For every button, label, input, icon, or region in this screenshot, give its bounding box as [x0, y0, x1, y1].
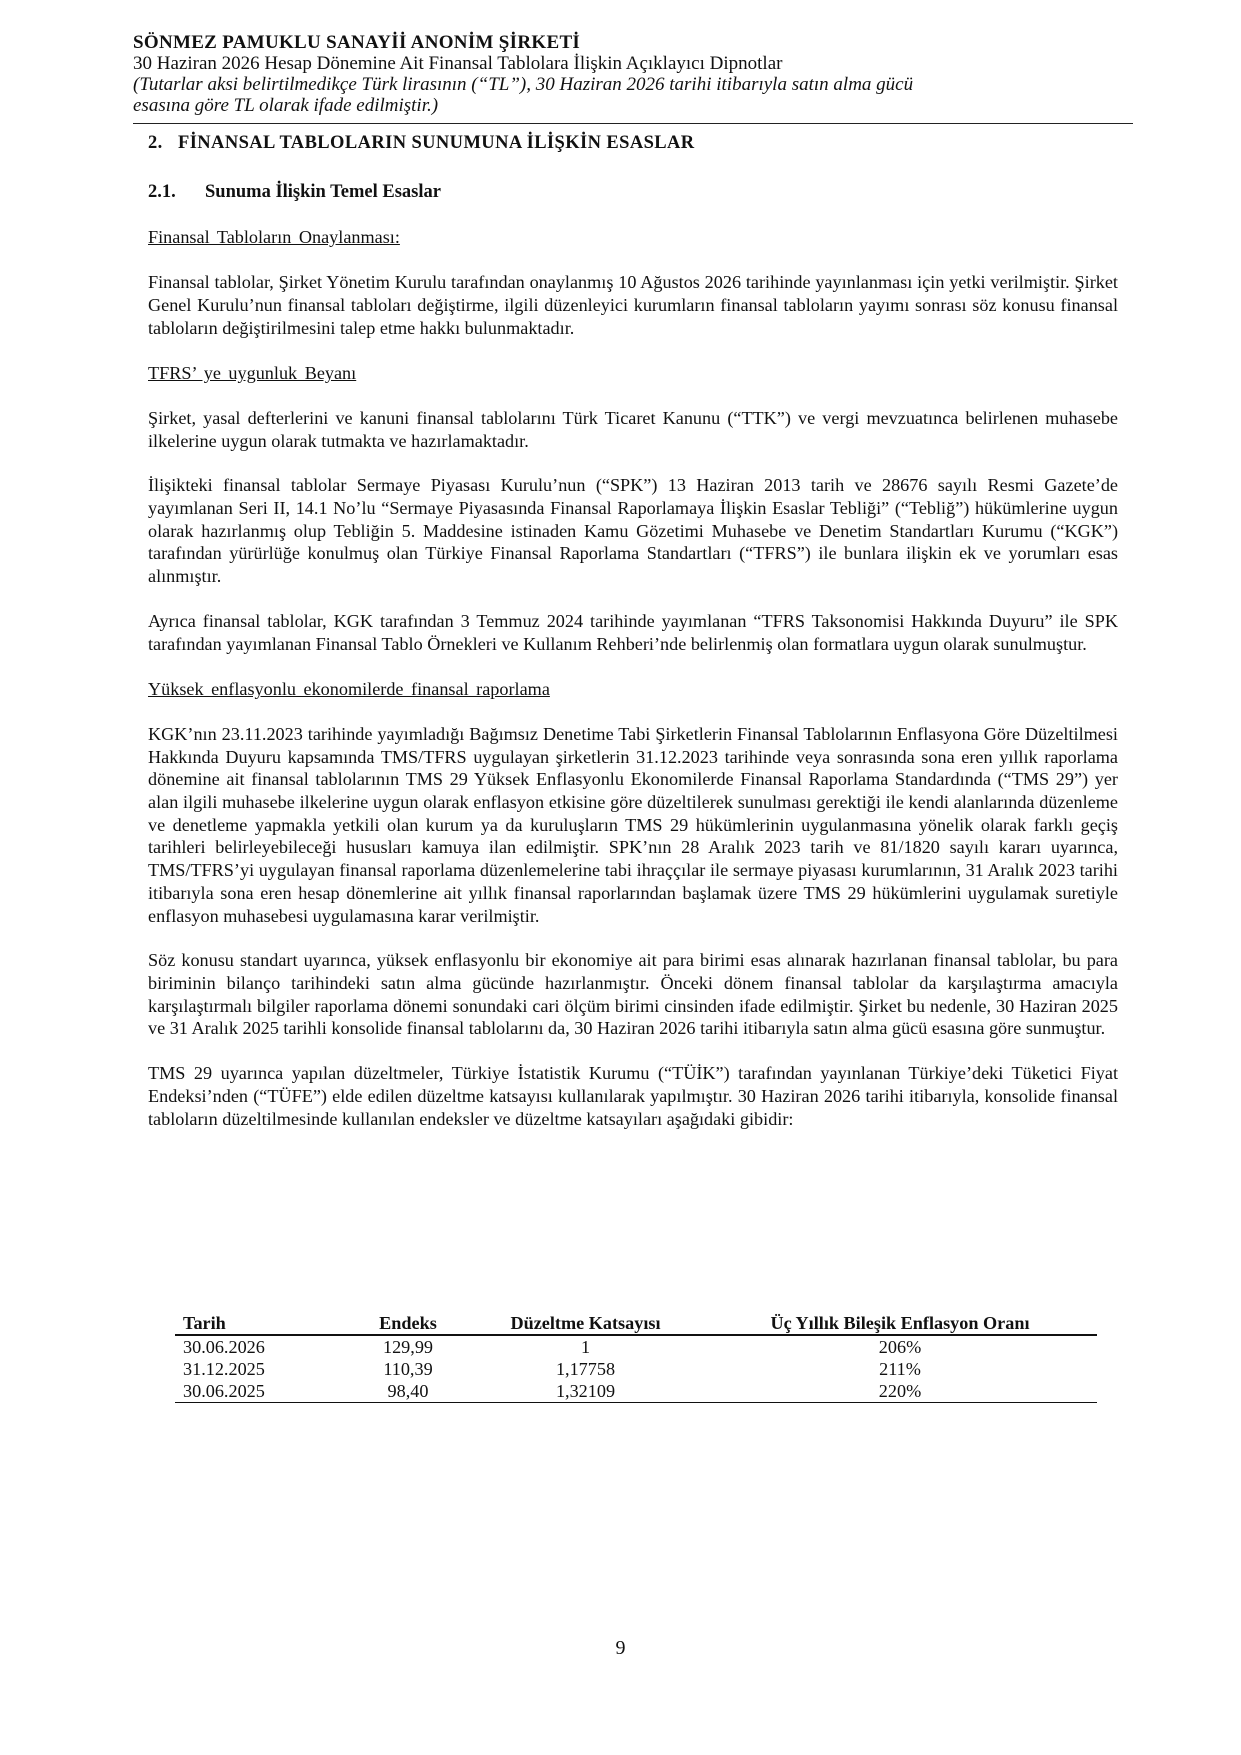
tfrs-heading: TFRS’ ye uygunluk Beyanı — [148, 363, 357, 384]
table-row — [175, 1380, 1097, 1403]
table-row — [175, 1358, 1097, 1380]
section-title: FİNANSAL TABLOLARIN SUNUMUNA İLİŞKİN ESASLAR — [178, 133, 695, 153]
column-header-inflation-rate: Üç Yıllık Bileşik Enflasyon Oranı — [703, 1312, 1097, 1335]
cell-index: 98,40 — [348, 1380, 468, 1403]
subsection-heading — [148, 181, 1118, 204]
header-divider — [133, 123, 1133, 124]
cell-index: 110,39 — [383, 1359, 433, 1379]
cell-inflation-rate: 220% — [703, 1380, 1097, 1403]
cell-coefficient: 1 — [580, 1337, 591, 1357]
header-subtitle: 30 Haziran 2026 Hesap Dönemine Ait Finansal Tablolara İlişkin Açıklayıcı Dipnotlar — [133, 53, 783, 74]
approval-heading: Finansal Tabloların Onaylanması: — [148, 227, 400, 248]
section-number: 2. — [148, 133, 163, 153]
cell-inflation-rate: 211% — [879, 1359, 921, 1379]
inflation-paragraph-1: KGK’nın 23.11.2023 tarihinde yayımladığı Bağımsız Denetime Tabi Şirketlerin Finansal Tablolarının Enflasyona Göre Düzeltilmesi Hakkında Duyuru kapsamında TMS/TFRS uygulayan şirketlerin 31.12.2023 tarihinde veya sonrasında sona eren yıllık raporlama dönemine ait finansal tablolarının TMS 29 Yüksek Enflasyonlu Ekonomilerde Finansal Raporlama Standardında (“TMS 29”) yer alan ilgili muhasebe ilkelerine uygun olarak enflasyon etkisine göre düzeltilerek sunulması gerektiği ile kendi alanlarında düzenleme ve denetleme yapmakla yetkili olan kurum ya da kuruluşların TMS 29 hükümlerinin uygulanmasına yönelik olarak farklı geçiş tarihleri belirleyebileceği hususları kamuya ilan edilmiştir. SPK’nın 28 Aralık 2023 tarih ve 81/1820 sayılı kararı uyarınca, TMS/TFRS’yi uygulayan finansal raporlama düzenlemelerine tabi ihraççılar ile sermaye piyasası kurumlarının, 31 Aralık 2023 tarihi itibarıyla sona eren hesap dönemlerine ait yıllık finansal raporlarından başlamak üzere TMS 29 hükümlerini uygulamak suretiyle enflasyon muhasebesi uygulamasına karar verilmiştir. — [148, 723, 1118, 926]
cell-coefficient: 1,32109 — [468, 1380, 703, 1403]
company-name: SÖNMEZ PAMUKLU SANAYİİ ANONİM ŞİRKETİ — [133, 32, 581, 53]
table-header-row — [175, 1312, 1097, 1335]
table-row — [175, 1335, 1097, 1358]
inflation-paragraph-3: TMS 29 uyarınca yapılan düzeltmeler, Türkiye İstatistik Kurumu (“TÜİK”) tarafından yayınlanan Türkiye’deki Tüketici Fiyat Endeksi’nden (“TÜFE”) elde edilen düzeltme katsayısı kullanılarak yapılmıştır. 30 Haziran 2026 tarihi itibarıyla, konsolide finansal tabloların düzeltilmesinde kullanılan endeksler ve düzeltme katsayıları aşağıdaki gibidir: — [148, 1063, 1118, 1129]
cell-date: 30.06.2026 — [183, 1337, 265, 1357]
cell-date: 30.06.2025 — [175, 1380, 348, 1403]
header-note-line2: esasına göre TL olarak ifade edilmiştir.) — [133, 95, 439, 116]
column-header-index: Endeks — [348, 1312, 468, 1335]
tfrs-paragraph-2: İlişikteki finansal tablolar Sermaye Piyasası Kurulu’nun (“SPK”) 13 Haziran 2013 tarih ve 28676 sayılı Resmi Gazete’de yayımlanan Seri II, 14.1 No’lu “Sermaye Piyasasında Finansal Raporlamaya İlişkin Esaslar Tebliği” (“Tebliğ”) hükümlerine uygun olarak hazırlanmış olup Tebliğin 5. Maddesine istinaden Kamu Gözetimi Muhasebe ve Denetim Standartları Kurumu (“KGK”) tarafından yürürlüğe konulmuş olan Türkiye Finansal Raporlama Standartları (“TFRS”) ile bunlara ilişkin ek ve yorumları esas alınmıştır. — [148, 475, 1118, 587]
page-header — [133, 32, 1123, 116]
tfrs-paragraph-3: Ayrıca finansal tablolar, KGK tarafından 3 Temmuz 2024 tarihinde yayımlanan “TFRS Taksonomisi Hakkında Duyuru” ile SPK tarafından yayımlanan Finansal Tablo Örnekleri ve Kullanım Rehberi’nde belirlenmiş olan formatlara uygun olarak sunulmuştur. — [148, 610, 1118, 654]
approval-paragraph: Finansal tablolar, Şirket Yönetim Kurulu tarafından onaylanmış 10 Ağustos 2026 tarihinde yayınlanması için yetki verilmiştir. Şirket Genel Kurulu’nun finansal tabloları değiştirme, ilgili düzenleyici kurumların finansal tabloların yayımı sonrası söz konusu finansal tabloların değiştirilmesini talep etme hakkı bulunmaktadır. — [148, 272, 1118, 338]
cell-inflation-rate: 206% — [878, 1337, 922, 1357]
section-heading — [148, 132, 1118, 155]
cell-index: 129,99 — [382, 1337, 433, 1357]
main-content — [148, 132, 1118, 1130]
page-number: 9 — [615, 1637, 626, 1659]
inflation-index-table — [175, 1312, 1097, 1403]
header-note-line1: (Tutarlar aksi belirtilmedikçe Türk lirasının (“TL”), 30 Haziran 2026 tarihi itibarıyla satın alma gücü — [133, 74, 914, 95]
inflation-paragraph-2: Söz konusu standart uyarınca, yüksek enflasyonlu bir ekonomiye ait para birimi esas alınarak hazırlanan finansal tablolar, bu para biriminin bilanço tarihindeki satın alma gücünde hazırlanmıştır. Önceki dönem finansal tablolar da karşılaştırma amacıyla karşılaştırmalı bilgiler raporlama dönemi sonundaki cari ölçüm birimi cinsinden ifade edilmiştir. Şirket bu nedenle, 30 Haziran 2025 ve 31 Aralık 2025 tarihli konsolide finansal tablolarını da, 30 Haziran 2026 tarihi itibarıyla satın alma gücü esasına göre sunmuştur. — [148, 950, 1118, 1039]
tfrs-paragraph-1: Şirket, yasal defterlerini ve kanuni finansal tablolarını Türk Ticaret Kanunu (“TTK”) ve vergi mevzuatınca belirlenen muhasebe ilkelerine uygun olarak tutmakta ve hazırlamaktadır. — [148, 407, 1118, 451]
cell-date: 31.12.2025 — [183, 1359, 265, 1379]
inflation-heading: Yüksek enflasyonlu ekonomilerde finansal raporlama — [148, 679, 550, 700]
column-header-coefficient: Düzeltme Katsayısı — [468, 1312, 703, 1335]
column-header-date: Tarih — [175, 1312, 348, 1335]
subsection-title: Sunuma İlişkin Temel Esaslar — [205, 181, 441, 202]
cell-coefficient: 1,17758 — [555, 1359, 616, 1379]
subsection-number: 2.1. — [148, 181, 176, 202]
